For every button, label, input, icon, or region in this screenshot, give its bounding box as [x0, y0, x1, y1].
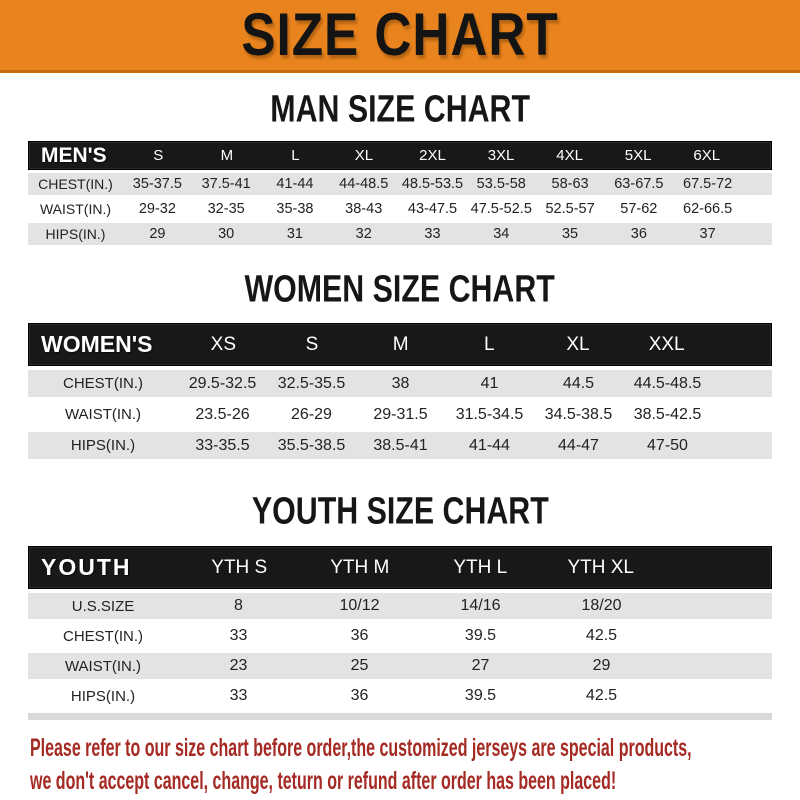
column-header: YTH S [211, 556, 268, 578]
cell-value: 42.5 [585, 687, 618, 704]
cell-value: 8 [234, 597, 243, 614]
table-row [28, 683, 772, 709]
cell-value: 63-67.5 [614, 176, 664, 192]
cell-value: 33 [229, 687, 248, 704]
table-row [28, 223, 772, 245]
cell-value: 18/20 [581, 597, 622, 614]
cell-value: 38 [391, 374, 410, 392]
table-row [28, 623, 772, 649]
cell-value: 29-32 [138, 201, 176, 217]
column-header: M [392, 333, 409, 355]
table-header-bar [28, 323, 772, 366]
cell-value: 44.5-48.5 [633, 374, 702, 392]
cell-value: 44.5 [562, 374, 595, 392]
cell-value: 14/16 [460, 597, 501, 614]
youth-section-heading-text: YOUTH SIZE CHART [251, 489, 549, 532]
column-header: YTH L [453, 556, 508, 578]
cell-value: 23 [229, 657, 248, 674]
column-header: XS [210, 333, 236, 355]
cell-value: 36 [350, 627, 369, 644]
row-label: CHEST(IN.) [63, 627, 143, 645]
row-label: CHEST(IN.) [63, 375, 143, 392]
cell-value: 35-37.5 [132, 176, 182, 192]
cell-value: 47-50 [647, 436, 688, 454]
cell-value: 38.5-42.5 [633, 405, 702, 423]
women-section-heading [0, 269, 800, 309]
women-section-heading-text: WOMEN SIZE CHART [244, 267, 556, 310]
column-header: XL [566, 333, 590, 355]
column-header: 2XL [419, 147, 446, 164]
column-header: S [153, 147, 164, 164]
cell-value: 35-38 [276, 201, 314, 217]
row-label: WAIST(IN.) [39, 201, 112, 217]
cell-value: 25 [350, 657, 369, 674]
cell-value: 36 [350, 687, 369, 704]
table-header-bar [28, 141, 772, 170]
table-row [28, 432, 772, 459]
man-section-heading-text: MAN SIZE CHART [270, 87, 530, 130]
table-row [28, 173, 772, 195]
cell-value: 29.5-32.5 [188, 374, 257, 392]
column-header: 5XL [624, 147, 652, 164]
cell-value: 33 [229, 627, 248, 644]
cell-value: 62-66.5 [683, 201, 733, 217]
row-label: HIPS(IN.) [70, 437, 136, 454]
cell-value: 41-44 [469, 436, 510, 454]
column-header: L [484, 333, 495, 355]
cell-value: 34 [493, 226, 510, 242]
cell-value: 29-31.5 [373, 405, 428, 423]
cell-value: 67.5-72 [683, 176, 733, 192]
column-header: M [220, 147, 234, 164]
column-header: 6XL [693, 147, 721, 164]
cell-value: 26-29 [291, 405, 332, 423]
cell-value: 48.5-53.5 [401, 176, 464, 192]
cell-value: 37 [699, 226, 716, 242]
youth-size-table [28, 546, 772, 720]
cell-value: 35 [561, 226, 579, 242]
row-label: HIPS(IN.) [70, 687, 136, 705]
cell-value: 44-48.5 [339, 176, 389, 192]
cell-value: 41 [480, 374, 499, 392]
cell-value: 33 [424, 226, 441, 242]
cell-value: 31.5-34.5 [455, 405, 524, 423]
column-header: 3XL [487, 147, 515, 164]
cell-value: 58-63 [551, 176, 589, 192]
cell-value: 39.5 [464, 627, 497, 644]
row-label: U.S.SIZE [71, 597, 135, 615]
cell-value: 32-35 [207, 201, 245, 217]
cell-value: 38-43 [345, 201, 383, 217]
cell-value: 41-44 [276, 176, 314, 192]
banner [0, 0, 800, 73]
table-row [28, 370, 772, 397]
column-header: 4XL [556, 147, 583, 164]
table-corner-label: WOMEN'S [41, 331, 153, 357]
youth-section-heading [0, 491, 800, 531]
cell-value: 31 [286, 226, 303, 242]
cell-value: 27 [471, 657, 490, 674]
row-label: CHEST(IN.) [38, 176, 113, 192]
cell-value: 47.5-52.5 [470, 201, 532, 217]
cell-value: 39.5 [464, 687, 497, 704]
table-row [28, 653, 772, 679]
cell-value: 33-35.5 [195, 436, 250, 454]
footer-disclaimer [0, 732, 800, 798]
cell-value: 52.5-57 [545, 201, 595, 217]
table-row [28, 593, 772, 619]
column-header: XXL [648, 333, 685, 355]
column-header: L [291, 147, 300, 164]
column-header: S [305, 333, 319, 355]
table-corner-label: MEN'S [41, 143, 107, 167]
column-header: YTH XL [567, 556, 635, 578]
page-title: SIZE CHART [241, 1, 559, 69]
table-corner-label: YOUTH [41, 554, 132, 580]
row-label: WAIST(IN.) [64, 406, 142, 423]
row-label: HIPS(IN.) [45, 226, 106, 242]
table-row [28, 198, 772, 220]
table-header-bar [28, 546, 772, 589]
cell-value: 10/12 [339, 597, 380, 614]
table-row [28, 401, 772, 428]
cell-value: 36 [630, 226, 647, 242]
cell-value: 38.5-41 [373, 436, 428, 454]
cell-value: 23.5-26 [195, 405, 250, 423]
row-label: WAIST(IN.) [64, 657, 142, 675]
cell-value: 29 [149, 226, 166, 242]
women-size-table [28, 323, 772, 459]
cell-value: 43-47.5 [407, 201, 458, 217]
cell-value: 42.5 [585, 627, 618, 644]
cell-value: 32.5-35.5 [277, 374, 346, 392]
man-section-heading [0, 89, 800, 129]
footer-disclaimer-line-1: Please refer to our size chart before order,the customized jerseys are special products, [30, 734, 692, 762]
cell-value: 35.5-38.5 [277, 436, 346, 454]
cell-value: 44-47 [558, 436, 599, 454]
column-header: YTH M [330, 556, 390, 578]
column-header: XL [354, 147, 374, 164]
cell-value: 53.5-58 [476, 176, 526, 192]
cell-value: 37.5-41 [201, 176, 251, 192]
footer-disclaimer-line-2: we don't accept cancel, change, teturn or refund after order has been placed! [30, 767, 617, 795]
cell-value: 30 [218, 226, 235, 242]
man-size-table [28, 141, 772, 245]
cell-value: 34.5-38.5 [544, 405, 613, 423]
cell-value: 32 [355, 226, 372, 242]
cell-value: 29 [592, 657, 611, 674]
cell-value: 57-62 [620, 201, 658, 217]
